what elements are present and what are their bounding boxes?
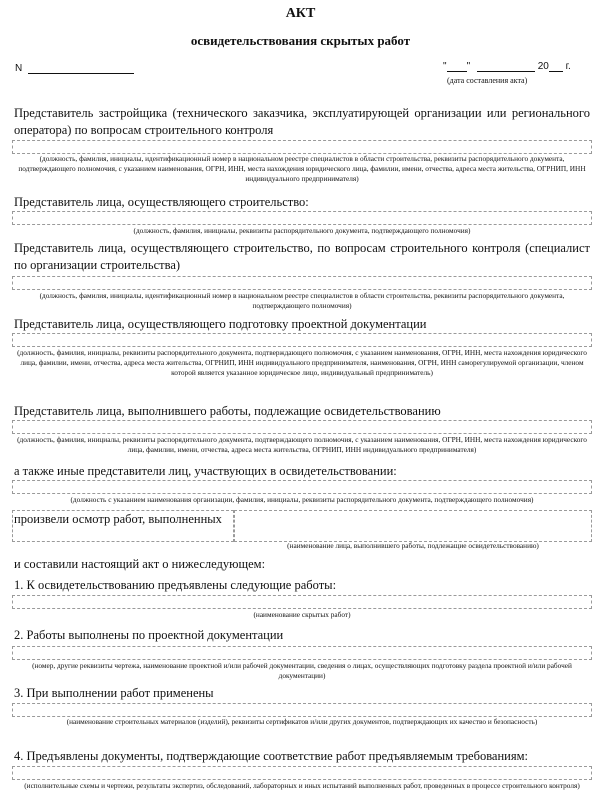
builder-rep-caption: (должность, фамилия, инициалы, реквизиты распорядительного документа, подтверждающего полномочия) (133, 226, 471, 235)
act-number-label: N (15, 63, 23, 74)
item2-label: 2. Работы выполнены по проектной документации (14, 628, 284, 642)
date-close-quote: " (466, 61, 471, 72)
developer-rep-caption: (должность, фамилия, инициалы, идентификационный номер в национальном реестре специалистов в области строительства, реквизиты распорядительного документа, подтверждающего полномочия, с указанием наименования, ОГРН, ИНН, места нахождения юридического лица, фамилии, имени, отчества, адреса места жительства, ОГРНИП, ИНН индивидуального предпринимателя) (18, 154, 586, 183)
item1-caption: (наименование скрытых работ) (253, 610, 351, 619)
designer-rep-caption: (должность, фамилия, инициалы, реквизиты распорядительного документа, подтверждающего полномочия, с указанием наименования, ОГРН, ИНН, места нахождения юридического лица, фамилии, имени, отчества, адреса места жительства, ОГРНИП, ИНН индивидуального предпринимателя, наименования, ОГРН, ИНН саморегулируемой организации, членом которой является указанное юридическое лицо, индивидуальный предприниматель) (17, 348, 587, 377)
item4-caption: (исполнительные схемы и чертежи, результаты экспертиз, обследований, лабораторных и иных испытаний выполненных работ, проведенных в процессе строительного контроля) (24, 781, 580, 790)
builder-control-rep-caption: (должность, фамилия, инициалы, идентификационный номер в национальном реестре специалистов в области строительства, реквизиты распорядительного документа, подтверждающего полномочия) (39, 291, 565, 310)
performer-rep-caption: (должность, фамилия, инициалы, реквизиты распорядительного документа, подтверждающего полномочия, с указанием наименования, ОГРН, ИНН, места нахождения юридического лица, фамилии, имени, отчества, адреса места жительства, ОГРНИП, ИНН индивидуального предпринимателя) (17, 435, 587, 454)
item4-field[interactable] (12, 766, 592, 780)
inspection-label: произвели осмотр работ, выполненных (14, 512, 222, 526)
designer-rep-field[interactable] (12, 333, 592, 347)
compiled-label: и составили настоящий акт о нижеследующем: (14, 557, 266, 571)
performer-rep-label: Представитель лица, выполнившего работы, подлежащие освидетельствованию (14, 404, 441, 418)
item2-field[interactable] (12, 646, 592, 660)
builder-rep-field[interactable] (12, 211, 592, 225)
item3-label: 3. При выполнении работ применены (14, 686, 214, 700)
developer-rep-label: Представитель застройщика (технического заказчика, эксплуатирующей организации или регионального оператора) по вопросам строительного контроля (14, 106, 590, 137)
designer-rep-label: Представитель лица, осуществляющего подготовку проектной документации (14, 317, 427, 331)
item1-field[interactable] (12, 595, 592, 609)
item3-field[interactable] (12, 703, 592, 717)
builder-control-rep-field[interactable] (12, 276, 592, 290)
item3-caption: (наименование строительных материалов (изделий), реквизиты сертификатов и/или других документов, подтверждающих их качество и безопасность) (66, 717, 538, 726)
act-date-field[interactable] (443, 61, 571, 72)
other-reps-label: а также иные представители лиц, участвующих в освидетельствовании: (14, 464, 397, 478)
date-day-line[interactable] (447, 61, 467, 72)
builder-control-rep-label: Представитель лица, осуществляющего строительство, по вопросам строительного контроля (специалист по организации строительства) (14, 241, 590, 272)
item1-label: 1. К освидетельствованию предъявлены следующие работы: (14, 578, 337, 592)
item2-caption: (номер, другие реквизиты чертежа, наименование проектной и/или рабочей документации, сведения о лицах, осуществляющих подготовку раздела проектной и/или рабочей документации) (32, 661, 572, 680)
item4-label: 4. Предъявлены документы, подтверждающие соответствие работ предъявляемым требованиям: (14, 749, 528, 763)
act-number-line[interactable] (28, 63, 134, 74)
performer-rep-field[interactable] (12, 420, 592, 434)
date-month-line[interactable] (477, 61, 535, 72)
date-year-prefix: 20 (537, 61, 549, 72)
date-year-line[interactable] (549, 61, 563, 72)
inspection-caption: (наименование лица, выполнившего работы, подлежащие освидетельствованию) (287, 541, 539, 550)
inspection-performer-field[interactable] (234, 510, 592, 542)
date-open-quote: " (443, 61, 447, 72)
other-reps-caption: (должность с указанием наименования организации, фамилия, инициалы, реквизиты распорядительного документа, подтверждающего полномочия) (70, 495, 534, 504)
builder-rep-label: Представитель лица, осуществляющего строительство: (14, 195, 309, 209)
date-caption: (дата составления акта) (447, 76, 528, 85)
act-number-field[interactable] (15, 63, 134, 74)
act-subtitle: освидетельствования скрытых работ (190, 33, 411, 48)
developer-rep-field[interactable] (12, 140, 592, 154)
other-reps-field[interactable] (12, 480, 592, 494)
act-title: АКТ (285, 6, 316, 21)
date-year-suffix: г. (565, 61, 571, 72)
